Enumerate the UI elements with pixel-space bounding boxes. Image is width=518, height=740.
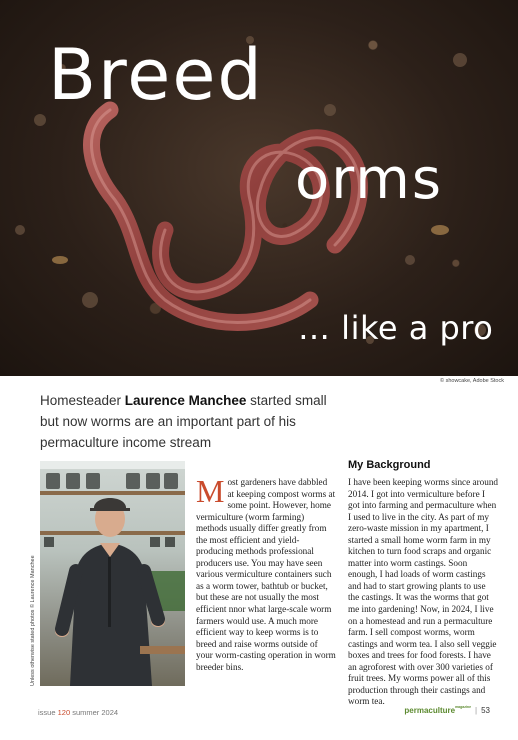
headline-tagline: … like a pro: [298, 309, 494, 347]
footer-separator: |: [475, 706, 478, 715]
drop-cap: M: [196, 473, 225, 509]
author-name: Laurence Manchee: [124, 393, 247, 408]
author-photo: [40, 461, 185, 686]
issue-label: issue: [38, 708, 56, 717]
page-number: 53: [481, 706, 490, 715]
standfirst-post: started small but now worms are an important part of his permaculture income stream: [40, 393, 327, 450]
logo-sup: magazine: [455, 705, 472, 709]
issue-season: summer 2024: [72, 708, 119, 717]
section-heading: My Background: [348, 459, 431, 471]
logo-text: permaculture: [404, 706, 456, 715]
article-column-1: [196, 473, 336, 673]
article-column-2: I have been keeping worms since around 2014. I got into vermiculture before I got into farming and permaculture when I used to live in the city. As part of my zero-waste mission in my apartment, I started a small home worm farm in my kitchen to turn food scraps and organic matter into worm castings. Soon enough, I had loads of worm castings and had to start growing plants to use the castings. It was the worms that got me into gardening! Now, in 2024, I live on a homestead and run a permaculture farm. I sell compost worms, worm castings and worm tea. I also sell veggie boxes and trees for food forests. I have an agroforest with over 300 varieties of fruit trees. My worms power all of this production through their castings and worm tea.: [348, 477, 499, 707]
magazine-logo: [404, 706, 471, 715]
headline-breed: Breed: [48, 34, 264, 116]
issue-info: [38, 708, 118, 717]
hero-photo-credit: © showcake, Adobe Stock: [440, 378, 504, 384]
person-illustration: [40, 461, 185, 686]
page-footer: [404, 706, 490, 715]
col1-body: ost gardeners have dabbled at keeping compost worms at some point. However, home vermiculture (worm farming) methods usually differ greatly from the most efficient and yield-producing methods professional producers use. You may have seen various vermiculture containers such as a worm tower, bathtub or bucket, but these are not usually the most efficient nnor what large-scale worm farmers would use. A much more efficient way to keep worms is to breed and raise worms outside of your worm-casting operation in worm breeder bins.: [196, 477, 336, 672]
photo-credit: Unless otherwise stated photos © Laurence Manchee: [30, 555, 36, 686]
standfirst-pre: Homesteader: [40, 393, 125, 408]
headline-orms: orms: [295, 147, 444, 212]
standfirst: [40, 390, 340, 453]
issue-number: 120: [57, 708, 71, 717]
